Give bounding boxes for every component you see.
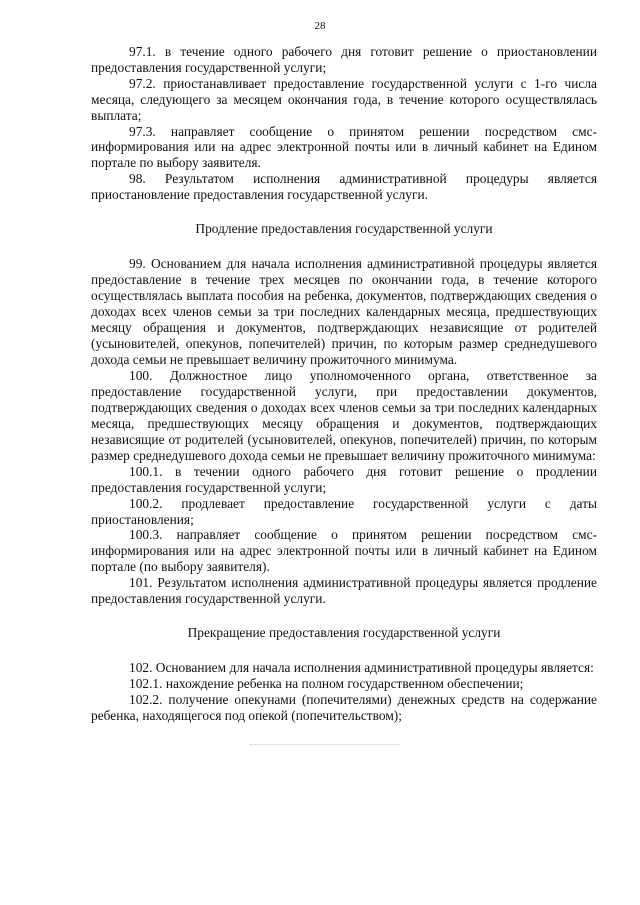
paragraph-97-1: 97.1. в течение одного рабочего дня готовит решение о приостановлении предоставления государственной услуги; <box>91 44 597 75</box>
section-suspension-continuation <box>91 44 597 203</box>
paragraph-100-1: 100.1. в течении одного рабочего дня готовит решение о продлении предоставления государственной услуги; <box>91 463 597 495</box>
document-body <box>91 44 597 724</box>
page-number: 28 <box>314 20 326 32</box>
paragraph-97-2: 97.2. приостанавливает предоставление государственной услуги с 1-го числа месяца, следующего за месяцем окончания года, в течение которого осуществлялась выплата; <box>91 75 597 123</box>
paragraph-98: 98. Результатом исполнения административной процедуры является приостановление предоставления государственной услуги. <box>91 171 597 203</box>
paragraph-101: 101. Результатом исполнения административной процедуры является продление предоставления государственной услуги. <box>91 575 597 607</box>
scan-artifact-dots <box>250 744 400 749</box>
paragraph-100-2: 100.2. продлевает предоставление государственной услуги с даты приостановления; <box>91 495 597 527</box>
section-termination <box>91 660 597 724</box>
section-heading-termination: Прекращение предоставления государственной услуги <box>187 625 501 640</box>
paragraph-99: 99. Основанием для начала исполнения административной процедуры является предоставление в течение трех месяцев по окончании года, в течение которого осуществлялась выплата пособия на ребенка, документов, подтверждающих сведения о доходах всех членов семьи за три последних календарных месяца, предшествующих месяцу обращения и документов, подтверждающих независящие от родителей (усыновителей, опекунов, попечителей) причин, по которым размер среднедушевого дохода семьи не превышает величину прожиточного минимума. <box>91 256 597 367</box>
section-heading-extension: Продление предоставления государственной услуги <box>195 221 493 237</box>
paragraph-100-3: 100.3. направляет сообщение о принятом решении посредством смс-информирования или на адрес электронной почты или в личный кабинет на Едином портале (по выбору заявителя). <box>91 527 597 575</box>
paragraph-102-2: 102.2. получение опекунами (попечителями) денежных средств на содержание ребенка, находящегося под опекой (попечительством); <box>91 691 597 723</box>
paragraph-102: 102. Основанием для начала исполнения административной процедуры является: <box>129 660 594 675</box>
paragraph-97-3: 97.3. направляет сообщение о принятом решении посредством смс-информирования или на адрес электронной почты или в личный кабинет на Едином портале по выбору заявителя. <box>91 123 597 171</box>
paragraph-102-1: 102.1. нахождение ребенка на полном государственном обеспечении; <box>129 675 524 691</box>
section-extension <box>91 256 597 607</box>
paragraph-100: 100. Должностное лицо уполномоченного органа, ответственное за предоставление государственной услуги, при предоставлении документов, подтверждающих сведения о доходах всех членов семьи за три последних календарных месяца, предшествующих месяцу обращения и документов, подтверждающих независящие от родителей (усыновителей, опекунов, попечителей) причин, по которым размер среднедушевого дохода семьи не превышает величину прожиточного минимума: <box>91 368 597 463</box>
